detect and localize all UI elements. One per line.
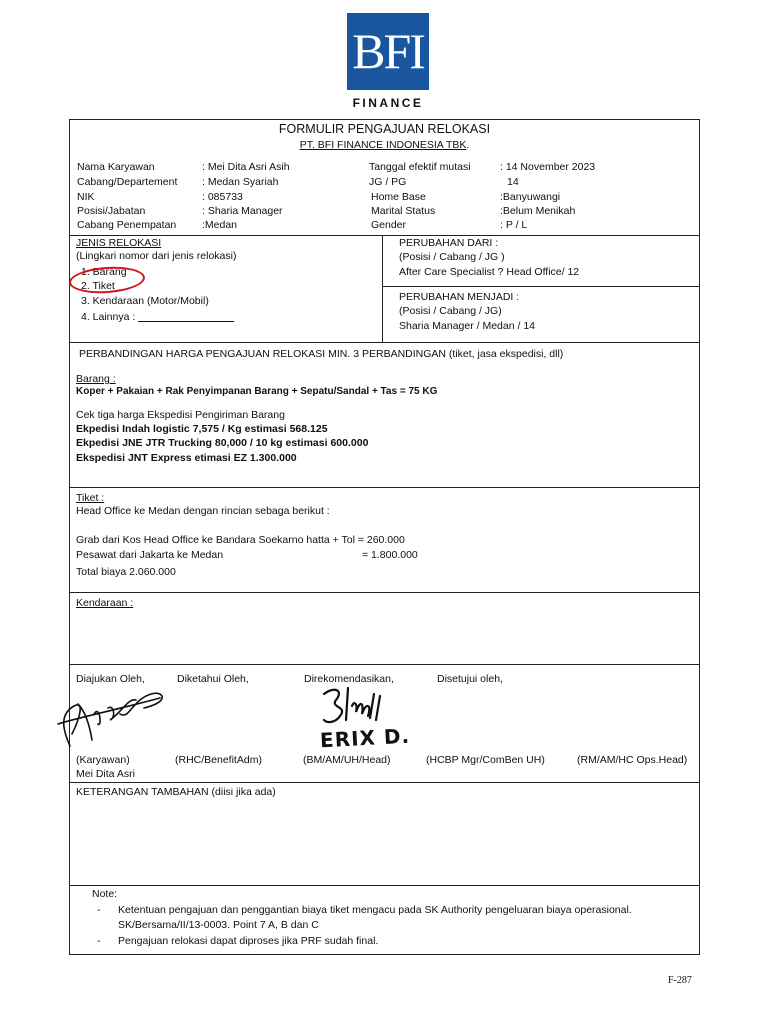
divider (69, 487, 700, 488)
ticket-line-flight: Pesawat dari Jakarta ke Medan (76, 549, 224, 561)
change-from-heading: PERUBAHAN DARI : (399, 237, 499, 249)
label-marital: Marital Status (371, 205, 436, 217)
relocation-heading: JENIS RELOKASI (76, 237, 162, 249)
value-name: : Mei Dita Asri Asih (202, 161, 290, 173)
recommender-signature-name: ERIX D. (319, 723, 411, 753)
change-from-value: After Care Specialist ? Head Office/ 12 (399, 266, 580, 278)
approval-proposed: Diajukan Oleh, (76, 673, 145, 685)
label-nik: NIK (77, 191, 95, 203)
label-jg: JG / PG (369, 176, 407, 188)
value-nik: : 085733 (202, 191, 243, 203)
comparison-heading: PERBANDINGAN HARGA PENGAJUAN RELOKASI MIN. 3 PERBANDINGAN (tiket, jasa ekspedisi, dll) (79, 348, 564, 360)
label-position: Posisi/Jabatan (77, 205, 146, 217)
divider (69, 664, 700, 665)
goods-detail: Koper + Pakaian + Rak Penyimpanan Barang + Sepatu/Sandal + Tas = 75 KG (76, 386, 438, 397)
change-to-heading: PERUBAHAN MENJADI : (399, 291, 520, 303)
goods-heading: Barang : (76, 373, 116, 385)
employee-signature (56, 684, 168, 752)
vehicle-heading: Kendaraan : (76, 597, 134, 609)
company-name (69, 138, 700, 152)
value-effective-date: : 14 November 2023 (500, 161, 596, 173)
relocation-option-other[interactable]: 4. Lainnya : (81, 311, 136, 323)
label-branch: Cabang/Departement (77, 176, 178, 188)
extra-info-heading: KETERANGAN TAMBAHAN (diisi jika ada) (76, 786, 276, 798)
logo-brand: BFI (352, 23, 424, 79)
form-code: F-287 (668, 975, 692, 986)
company-name-suffix: . (466, 139, 470, 151)
value-homebase: :Banyuwangi (500, 191, 561, 203)
divider (382, 235, 383, 342)
divider (69, 235, 700, 236)
value-position: : Sharia Manager (202, 205, 283, 217)
logo-subtitle: FINANCE (352, 96, 424, 110)
company-name-text: PT. BFI FINANCE INDONESIA TBK (299, 139, 467, 151)
role-employee: (Karyawan) (76, 754, 130, 766)
expedition-quote: Ekspedisi JNT Express etimasi EZ 1.300.000 (76, 452, 297, 464)
divider (69, 885, 700, 886)
label-homebase: Home Base (371, 191, 426, 203)
divider (69, 782, 700, 783)
note-bullet: - (97, 904, 101, 916)
form-title: FORMULIR PENGAJUAN RELOKASI (278, 122, 491, 136)
note-2: Pengajuan relokasi dapat diproses jika PRF sudah final. (118, 935, 379, 947)
other-fill-line (138, 321, 234, 322)
expedition-quote: Ekpedisi JNE JTR Trucking 80,000 / 10 kg estimasi 600.000 (76, 437, 369, 449)
divider (69, 592, 700, 593)
label-gender: Gender (371, 219, 407, 231)
role-hcbp: (HCBP Mgr/ComBen UH) (426, 754, 545, 766)
role-rm: (RM/AM/HC Ops.Head) (577, 754, 688, 766)
relocation-option-goods[interactable]: 1. Barang (81, 266, 127, 278)
label-effective-date: Tanggal efektif mutasi (369, 161, 471, 173)
change-to-value: Sharia Manager / Medan / 14 (399, 320, 535, 332)
bfi-logo (347, 13, 429, 90)
note-bullet: - (97, 935, 101, 947)
employee-printed-name: Mei Dita Asri (76, 768, 135, 780)
divider (382, 286, 700, 287)
value-branch: : Medan Syariah (202, 176, 279, 188)
expedition-check: Cek tiga harga Ekspedisi Pengiriman Barang (76, 409, 285, 421)
value-gender: : P / L (500, 219, 528, 231)
note-label: Note: (92, 888, 118, 900)
label-name: Nama Karyawan (77, 161, 155, 173)
relocation-instruction: (Lingkari nomor dari jenis relokasi) (76, 250, 237, 262)
divider (69, 342, 700, 343)
note-1-line-2: SK/Bersama/II/13-0003. Point 7 A, B dan C (118, 919, 319, 931)
approval-acknowledged: Diketahui Oleh, (177, 673, 249, 685)
value-marital: :Belum Menikah (500, 205, 576, 217)
role-bm: (BM/AM/UH/Head) (303, 754, 391, 766)
expedition-quote: Ekpedisi Indah logistic 7,575 / Kg estimasi 568.125 (76, 423, 328, 435)
change-to-format: (Posisi / Cabang / JG) (399, 305, 502, 317)
approval-approved: Disetujui oleh, (437, 673, 503, 685)
value-jg: 14 (507, 176, 519, 188)
ticket-intro: Head Office ke Medan dengan rincian sebaga berikut : (76, 505, 330, 517)
value-placement: :Medan (202, 219, 238, 231)
approval-recommended: Direkomendasikan, (304, 673, 394, 685)
ticket-line-grab: Grab dari Kos Head Office ke Bandara Soekarno hatta + Tol = 260.000 (76, 534, 405, 546)
relocation-option-ticket[interactable]: 2. Tiket (81, 280, 115, 292)
ticket-line-flight-amount: = 1.800.000 (362, 549, 418, 561)
ticket-heading: Tiket : (76, 492, 105, 504)
relocation-option-vehicle[interactable]: 3. Kendaraan (Motor/Mobil) (81, 295, 209, 307)
ticket-total: Total biaya 2.060.000 (76, 566, 176, 578)
change-from-format: (Posisi / Cabang / JG ) (399, 251, 505, 263)
label-placement: Cabang Penempatan (77, 219, 177, 231)
role-rhc: (RHC/BenefitAdm) (175, 754, 262, 766)
note-1-line-1: Ketentuan pengajuan dan penggantian biaya tiket mengacu pada SK Authority pengeluaran biaya operasional. (118, 904, 632, 916)
